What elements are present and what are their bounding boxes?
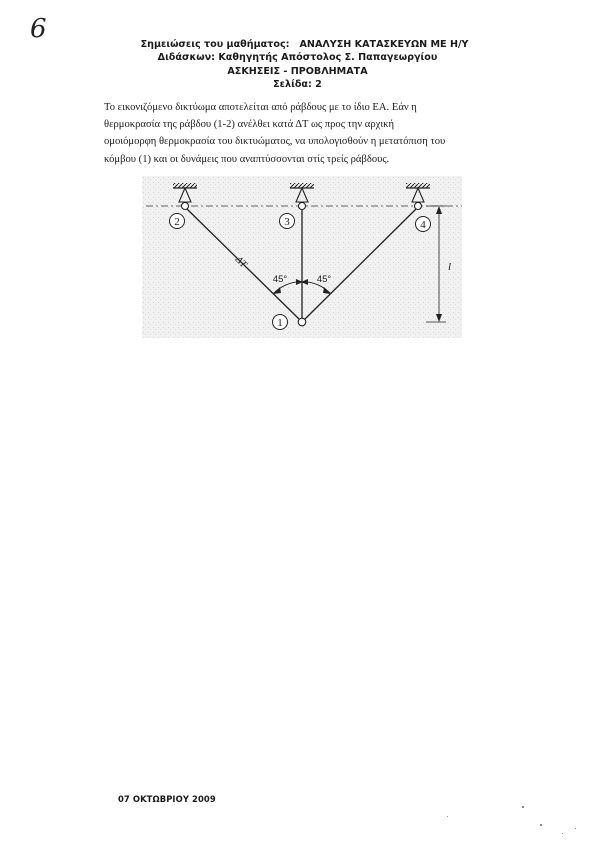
node-label-2 — [170, 214, 185, 229]
problem-statement — [104, 99, 504, 168]
scan-speck — [575, 828, 576, 829]
scan-speck — [522, 806, 524, 808]
document-header — [0, 38, 595, 92]
problem-line-2: θερμοκρασία της ράβδου (1-2) ανέλθει κατά ΔT ως προς την αρχική — [104, 119, 395, 131]
scan-speck — [447, 816, 448, 817]
scan-speck — [562, 833, 563, 834]
joint-1 — [298, 318, 306, 326]
node-label-1 — [273, 315, 288, 330]
problem-line-3: ομοιόμορφη θερμοκρασία του δικτυώματος, να υπολογισθούν η μετατόπιση του — [104, 136, 446, 148]
svg-text:4: 4 — [420, 219, 426, 231]
svg-text:1: 1 — [277, 317, 283, 329]
length-label: l — [448, 261, 452, 273]
header-course-line — [0, 38, 595, 51]
course-title: ΑΝΑΛΥΣΗ ΚΑΤΑΣΚΕΥΩΝ ΜΕ Η/Υ — [299, 39, 469, 50]
page-label: Σελίδα: 2 — [273, 79, 322, 91]
scan-speck — [540, 824, 542, 826]
section-title: ΑΣΚΗΣΕΙΣ - ΠΡΟΒΛΗΜΑΤΑ — [227, 65, 368, 77]
notes-label: Σημειώσεις του μαθήματος: — [140, 39, 290, 50]
truss-figure — [142, 176, 462, 338]
problem-line-4: κόμβου (1) και οι δυνάμεις που αναπτύσσονται στίς τρείς ράβδους. — [104, 153, 390, 165]
angle-left-label: 45° — [272, 274, 288, 285]
handwritten-page-number: 6 — [30, 14, 47, 44]
angle-right-label: 45° — [316, 274, 332, 285]
truss-diagram — [142, 176, 462, 338]
node-label-4 — [416, 217, 431, 232]
instructor-line: Διδάσκων: Καθηγητής Απόστολος Σ. Παπαγεωργίου — [157, 52, 438, 64]
svg-text:2: 2 — [174, 216, 180, 228]
node-label-3 — [280, 214, 295, 229]
svg-text:3: 3 — [284, 216, 290, 228]
footer-date: 07 ΟΚΤΩΒΡΙΟΥ 2009 — [118, 794, 216, 804]
delta-t-label: ΔT — [232, 254, 249, 271]
problem-line-1: Το εικονιζόμενο δικτύωμα αποτελείται από ράβδους με το ίδιο EA. Εάν η — [104, 102, 417, 113]
